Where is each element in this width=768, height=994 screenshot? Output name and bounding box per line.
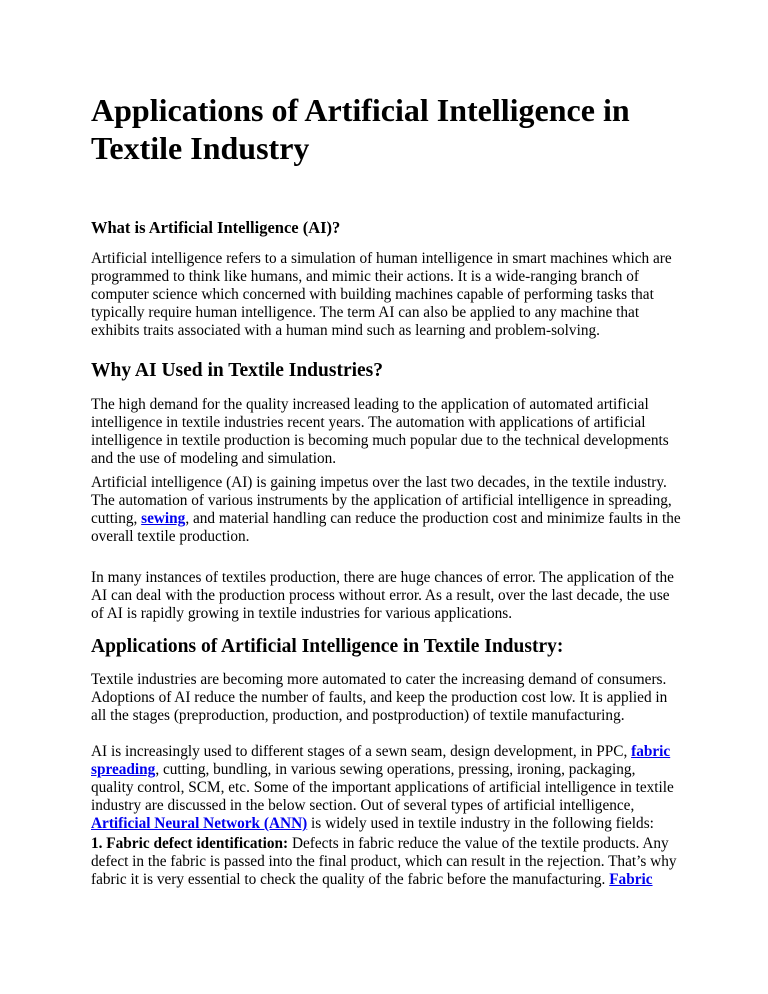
paragraph-why-ai-1: The high demand for the quality increased leading to the application of automated artificial intelligence in textile industries recent years. The automation with applications of artificial intelligence in textile production is becoming much popular due to the technical developments and the use of modeling and simulation. xyxy=(91,396,669,467)
paragraph-applications-2 xyxy=(91,743,681,833)
heading-what-is-ai: What is Artificial Intelligence (AI)? xyxy=(91,218,341,237)
heading-applications: Applications of Artificial Intelligence in Textile Industry: xyxy=(91,636,564,657)
link-sewing[interactable]: sewing xyxy=(141,510,186,527)
paragraph-text: Defects in fabric reduce the value of the textile products. Any defect in the fabric is passed into the final product, which can result in the rejection. That’s why fabric it is very essential to check the quality of the fabric before the manufacturing. xyxy=(91,835,677,888)
link-fabric-spreading[interactable]: fabric spreading xyxy=(91,743,671,778)
page-title: Applications of Artificial Intelligence in Textile Industry xyxy=(91,92,630,166)
link-fabric[interactable]: Fabric xyxy=(609,871,653,888)
paragraph-fabric-defect xyxy=(91,835,681,889)
paragraph-applications-1: Textile industries are becoming more automated to cater the increasing demand of consumers. Adoptions of AI reduce the number of faults, and keep the production cost low. It is applied in all the stages (preproduction, production, and postproduction) of textile manufacturing. xyxy=(91,671,668,724)
paragraph-why-ai-3: In many instances of textiles production, there are huge chances of error. The application of the AI can deal with the production process without error. As a result, over the last decade, the use of AI is rapidly growing in textile industries for various applications. xyxy=(91,569,674,622)
list-item-label: 1. Fabric defect identification: xyxy=(91,835,289,852)
paragraph-text: , cutting, bundling, in various sewing operations, pressing, ironing, packaging, quality control, SCM, etc. Some of the important applications of artificial intelligence in textile industry are discussed in the below section. Out of several types of artificial intelligence, xyxy=(91,761,674,814)
heading-why-ai: Why AI Used in Textile Industries? xyxy=(91,360,384,381)
paragraph-what-is-ai: Artificial intelligence refers to a simulation of human intelligence in smart machines which are programmed to think like humans, and mimic their actions. It is a wide-ranging branch of computer science which concerned with building machines capable of performing tasks that typically require human intelligence. The term AI can also be applied to any machine that exhibits traits associated with a human mind such as learning and problem-solving. xyxy=(91,250,672,339)
paragraph-text: is widely used in textile industry in the following fields: xyxy=(307,815,654,832)
link-artificial-neural-network[interactable]: Artificial Neural Network (ANN) xyxy=(91,815,308,832)
paragraph-text: Artificial intelligence (AI) is gaining impetus over the last two decades, in the textile industry. The automation of various instruments by the application of artificial intelligence in spreading, cutting, xyxy=(91,474,672,527)
paragraph-text: , and material handling can reduce the production cost and minimize faults in the overall textile production. xyxy=(91,510,681,545)
paragraph-why-ai-2 xyxy=(91,474,681,546)
paragraph-text: AI is increasingly used to different stages of a sewn seam, design development, in PPC, xyxy=(91,743,632,760)
